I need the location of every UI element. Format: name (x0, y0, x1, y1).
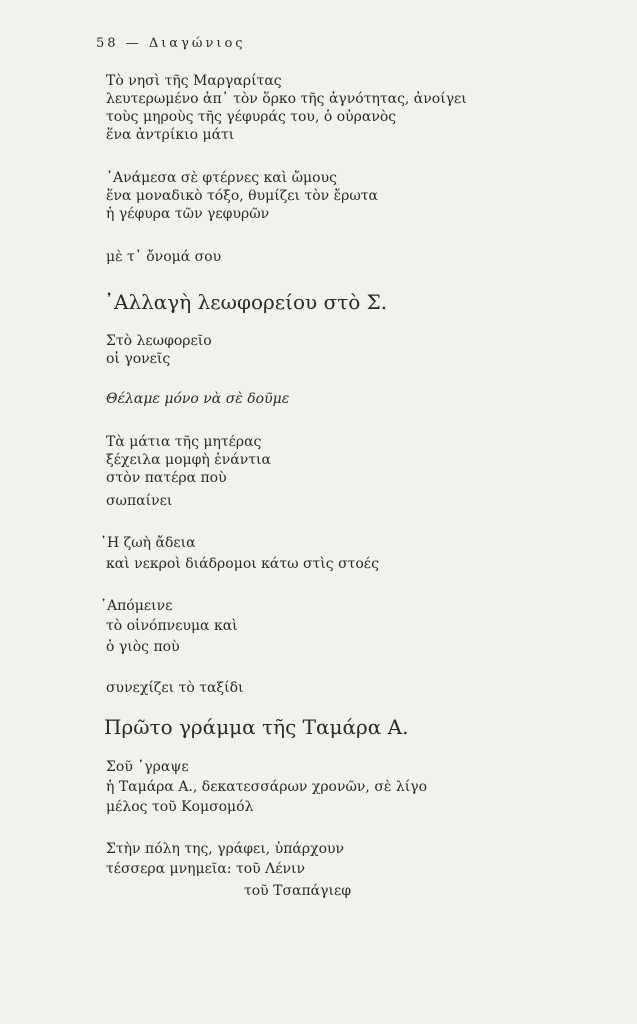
poem-line-italic: Θέλαμε μόνο νὰ σὲ δοῦμε (106, 391, 290, 407)
poem-line: Τὸ νησὶ τῆς Μαργαρίτας (106, 73, 282, 89)
poem-line: τοὺς μηροὺς τῆς γέφυράς του, ὁ οὐρανὸς (106, 109, 397, 125)
poem-line: ἡ Ταμάρα Α., δεκατεσσάρων χρονῶν, σὲ λίγο (106, 779, 427, 795)
poem-line: μὲ τ᾿ ὄνομά σου (106, 249, 222, 265)
page-number: 58 (96, 36, 119, 51)
poem-line: Τὰ μάτια τῆς μητέρας (106, 434, 262, 450)
poem-line: τέσσερα μνημεῖα: τοῦ Λένιν (106, 861, 305, 877)
poem-line: οἱ γονεῖς (106, 351, 171, 367)
poem-line: συνεχίζει τὸ ταξίδι (106, 680, 244, 696)
poem-line: καὶ νεκροὶ διάδρομοι κάτω στὶς στοές (106, 556, 379, 572)
poem-line: Σοῦ ᾿γραψε (106, 759, 189, 775)
poem-line: ᾿Ανάμεσα σὲ φτέρνες καὶ ὤμους (106, 170, 337, 186)
poem-line: στὸν πατέρα ποὺ (106, 470, 227, 486)
poem-line: Στὴν πόλη της, γράφει, ὑπάρχουν (106, 841, 345, 857)
poem-title: Πρῶτο γράμμα τῆς Ταμάρα Α. (104, 715, 409, 739)
poem-line-indented: τοῦ Τσαπάγιεφ (244, 883, 352, 899)
poem-line: Στὸ λεωφορεῖο (106, 333, 212, 349)
page-header (96, 36, 246, 51)
poem-line: σωπαίνει (106, 493, 173, 509)
poem-line: ᾿Απόμεινε (100, 598, 173, 614)
poem-line: ἕνα ἀντρίκιο μάτι (106, 127, 235, 143)
poem-line: ἕνα μοναδικὸ τόξο, θυμίζει τὸν ἔρωτα (106, 188, 378, 204)
poem-line: τὸ οἰνόπνευμα καὶ (106, 618, 238, 634)
poem-line: ῾Η ζωὴ ἄδεια (100, 535, 196, 551)
poem-line: ἡ γέφυρα τῶν γεφυρῶν (106, 206, 270, 222)
poem-line: ξέχειλα μομφὴ ἐνάντια (106, 452, 271, 468)
poem-title: ᾿Αλλαγὴ λεωφορείου στὸ Σ. (104, 290, 388, 314)
poem-line: ὁ γιὸς ποὺ (106, 639, 180, 655)
running-title: — Διαγώνιος (125, 36, 246, 51)
poem-line: λευτερωμένο ἀπ᾿ τὸν ὅρκο τῆς ἀγνότητας, ἀνοίγει (106, 91, 467, 107)
poem-line: μέλος τοῦ Κομσομόλ (106, 799, 254, 815)
